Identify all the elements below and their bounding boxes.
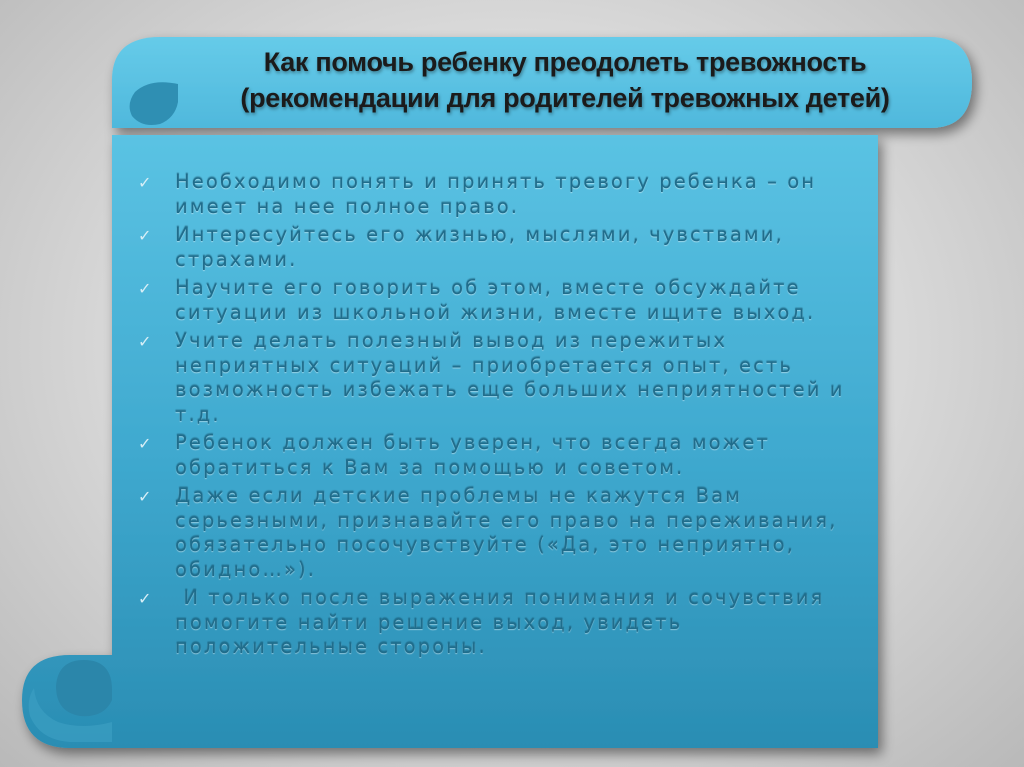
item-text: Даже если детские проблемы не кажутся Вам серьезными, признавайте его право на переживания, обязательно посочувствуйте («Да, это неприятно, обидно…»).	[175, 484, 838, 581]
check-icon: ✓	[138, 279, 152, 298]
check-icon: ✓	[138, 487, 152, 506]
list-item	[138, 484, 858, 582]
item-text: Необходимо понять и принять тревогу ребенка – он имеет на нее полное право.	[175, 170, 817, 218]
check-icon: ✓	[138, 332, 152, 351]
list-item	[138, 586, 858, 660]
check-icon: ✓	[138, 434, 152, 453]
title-line-2: (рекомендации для родителей тревожных детей)	[240, 83, 890, 113]
item-text: И только после выражения понимания и сочувствия помогите найти решение выход, увидеть положительные стороны.	[175, 586, 833, 658]
check-icon: ✓	[138, 173, 152, 192]
item-text: Ребенок должен быть уверен, что всегда может обратиться к Вам за помощью и советом.	[175, 431, 770, 479]
list-item	[138, 276, 858, 325]
list-item	[138, 170, 858, 219]
title-line-1: Как помочь ребенку преодолеть тревожность	[263, 47, 867, 77]
bottom-curl	[56, 660, 112, 716]
slide-title	[150, 44, 980, 116]
list-item	[138, 329, 858, 427]
check-icon: ✓	[138, 589, 152, 608]
item-text: Учите делать полезный вывод из пережитых неприятных ситуаций – приобретается опыт, есть возможность избежать еще больших неприятностей и т.д.	[175, 329, 845, 426]
recommendations-list	[138, 170, 858, 664]
item-text: Научите его говорить об этом, вместе обсуждайте ситуации из школьной жизни, вместе ищите выход.	[175, 276, 816, 324]
item-text: Интересуйтесь его жизнью, мыслями, чувствами, страхами.	[175, 223, 784, 271]
check-icon: ✓	[138, 226, 152, 245]
list-item	[138, 223, 858, 272]
list-item	[138, 431, 858, 480]
